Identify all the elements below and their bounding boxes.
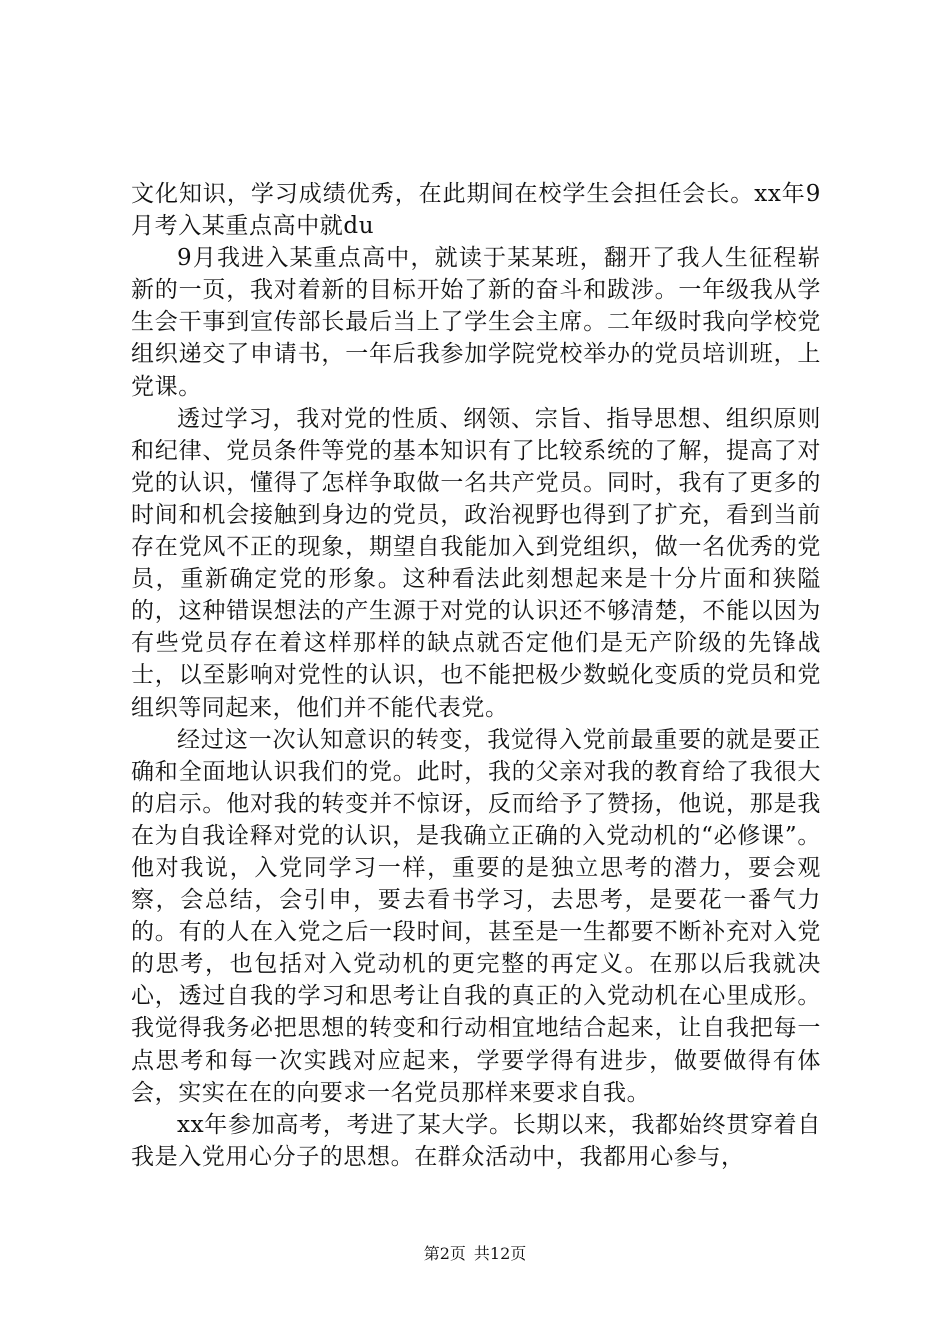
paragraph-4: 经过这一次认知意识的转变，我觉得入党前最重要的就是要正确和全面地认识我们的党。此时，我的父亲对我的教育给了我很大的启示。他对我的转变并不惊讶，反而给予了赞扬，他说，那是我在为自我诠释对党的认识，是我确立正确的入党动机的“必修课”。他对我说，入党同学习一样，重要的是独立思考的潜力，要会观察，会总结，会引申，要去看书学习，去思考，是要花一番气力的。有的人在入党之后一段时间，甚至是一生都要不断补充对入党的思考，也包括对入党动机的更完整的再定义。在那以后我就决心，透过自我的学习和思考让自我的真正的入党动机在心里成形。我觉得我务必把思想的转变和行动相宜地结合起来，让自我把每一点思考和每一次实践对应起来，学要学得有进步，做要做得有体会，实实在在的向要求一名党员那样来要求自我。 [131, 726, 821, 1106]
document-body [131, 178, 821, 1173]
page-total: 共12页 [473, 1244, 527, 1263]
paragraph-2: 9月我进入某重点高中，就读于某某班，翻开了我人生征程崭新的一页，我对着新的目标开始了新的奋斗和跋涉。一年级我从学生会干事到宣传部长最后当上了学生会主席。二年级时我向学校党组织递交了申请书，一年后我参加学院党校举办的党员培训班，上党课。 [131, 245, 821, 400]
paragraph-3: 透过学习，我对党的性质、纲领、宗旨、指导思想、组织原则和纪律、党员条件等党的基本知识有了比较系统的了解，提高了对党的认识，懂得了怎样争取做一名共产党员。同时，我有了更多的时间和机会接触到身边的党员，政治视野也得到了扩充，看到当前存在党风不正的现象，期望自我能加入到党组织，做一名优秀的党员，重新确定党的形象。这种看法此刻想起来是十分片面和狭隘的，这种错误想法的产生源于对党的认识还不够清楚，不能以因为有些党员存在着这样那样的缺点就否定他们是无产阶级的先锋战士，以至影响对党性的认识，也不能把极少数蜕化变质的党员和党组织等同起来，他们并不能代表党。 [131, 405, 821, 721]
paragraph-1: 文化知识，学习成绩优秀，在此期间在校学生会担任会长。xx年9月考入某重点高中就du [131, 181, 821, 240]
paragraph-5: xx年参加高考，考进了某大学。长期以来，我都始终贯穿着自我是入党用心分子的思想。在群众活动中，我都用心参与， [131, 1111, 821, 1170]
page-number: 第2页 [423, 1244, 466, 1263]
page-footer [0, 1244, 950, 1264]
